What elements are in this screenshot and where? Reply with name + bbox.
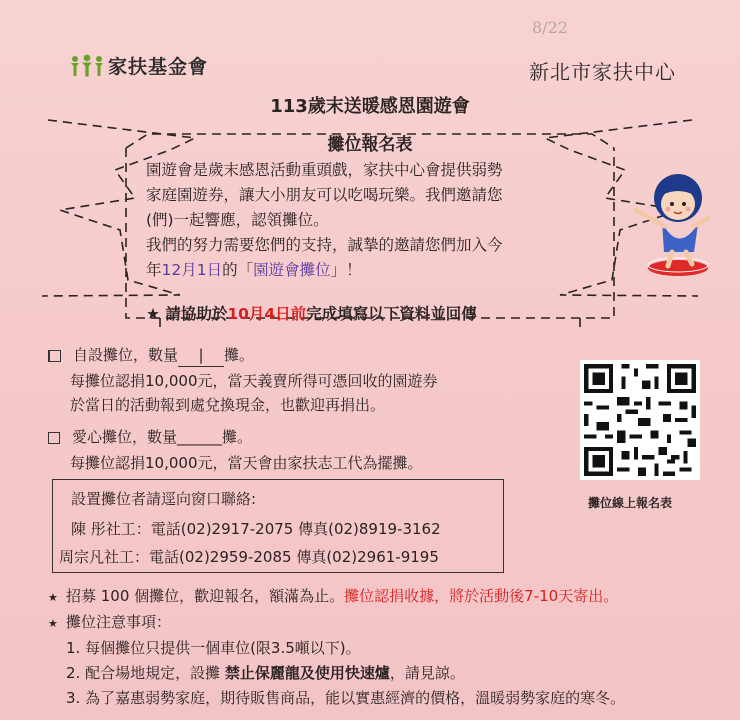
intro-line: (們)一起響應，認領攤位。 xyxy=(146,211,329,229)
intro-paragraph xyxy=(146,158,626,283)
logo xyxy=(70,52,208,79)
handwritten-mark: 8/22 xyxy=(532,18,568,37)
prohibited-items: 禁止保麗龍及使用快速爐 xyxy=(224,664,390,682)
note-text: ，請見諒。 xyxy=(389,664,465,682)
receipt-note: 攤位認捐收據，將於活動後7-10天寄出。 xyxy=(344,587,619,605)
deadline-notice xyxy=(146,302,477,324)
option-unit: 攤。 xyxy=(224,346,255,364)
intro-line: 園遊會是歲末感恩活動重頭戲，家扶中心會提供弱勢 xyxy=(146,161,503,179)
list-item xyxy=(48,610,728,636)
deadline-date: 10月4日前 xyxy=(227,305,307,323)
intro-text: 的「 xyxy=(222,261,254,279)
qr-label: 攤位線上報名表 xyxy=(588,496,673,510)
logo-text: 家扶基金會 xyxy=(108,56,209,78)
intro-line: 家庭園遊券，讓大小朋友可以吃喝玩樂。我們邀請您 xyxy=(146,186,503,204)
event-title: 113歲末送暖感恩園遊會 xyxy=(270,96,470,117)
option-self-stall xyxy=(48,344,254,367)
qr-code-icon[interactable] xyxy=(580,360,700,480)
option-desc: 於當日的活動報到處兌換現金，也歡迎再捐出。 xyxy=(70,396,386,414)
love-stall-quantity[interactable]: ______ xyxy=(177,428,223,446)
option-love-stall xyxy=(48,426,252,448)
contact-person: 陳 彤社工：電話(02)2917-2075 傳真(02)8919-3162 xyxy=(71,520,441,538)
option-label: 愛心攤位，數量 xyxy=(72,428,178,446)
list-item xyxy=(48,661,728,686)
love-stall-checkbox[interactable] xyxy=(48,432,60,444)
intro-text: 」！ xyxy=(330,261,362,279)
self-stall-quantity[interactable]: | xyxy=(178,344,224,367)
event-date: 12月1日 xyxy=(161,261,223,279)
option-desc: 每攤位認捐10,000元，當天義賣所得可憑回收的園遊券 xyxy=(70,372,438,390)
self-stall-checkbox[interactable] xyxy=(48,350,61,362)
star-icon: ★ xyxy=(146,305,160,323)
contact-person: 周宗凡社工：電話(02)2959-2085 傳真(02)2961-9195 xyxy=(59,548,439,566)
intro-line xyxy=(146,258,626,283)
list-item xyxy=(48,584,728,610)
contact-heading: 設置攤位者請逕向窗口聯絡: xyxy=(71,490,257,508)
option-desc: 每攤位認捐10,000元，當天會由家扶志工代為擺攤。 xyxy=(70,454,423,472)
list-item: 1. 每個攤位只提供一個車位(限3.5噸以下)。 xyxy=(66,639,361,657)
notice-text: 完成填寫以下資料並回傳 xyxy=(306,305,477,323)
note-text: 2. 配合場地規定，設攤 xyxy=(66,664,225,682)
notice-text: 請協助於 xyxy=(165,305,228,323)
event-name: 園遊會攤位 xyxy=(253,261,331,279)
star-icon: ★ xyxy=(48,591,58,604)
contact-box xyxy=(52,479,504,573)
list-item: 3. 為了嘉惠弱勢家庭，期待販售商品，能以實惠經濟的價格，溫暖弱勢家庭的寒冬。 xyxy=(66,689,626,707)
note-text: 招募 100 個攤位，歡迎報名，額滿為止。 xyxy=(66,587,345,605)
form-subtitle: 攤位報名表 xyxy=(327,135,413,155)
intro-text: 年 xyxy=(146,261,162,279)
star-icon: ★ xyxy=(48,617,58,630)
option-unit: 攤。 xyxy=(222,428,253,446)
option-label: 自設攤位，數量 xyxy=(73,346,179,364)
note-text: 攤位注意事項： xyxy=(66,613,172,631)
intro-line: 我們的努力需要您們的支持，誠摯的邀請您們加入今 xyxy=(146,236,503,254)
mascot-girl-icon xyxy=(628,162,712,280)
center-name: 新北市家扶中心 xyxy=(529,60,676,84)
notes-list xyxy=(48,584,728,711)
family-logo-icon xyxy=(70,54,104,78)
